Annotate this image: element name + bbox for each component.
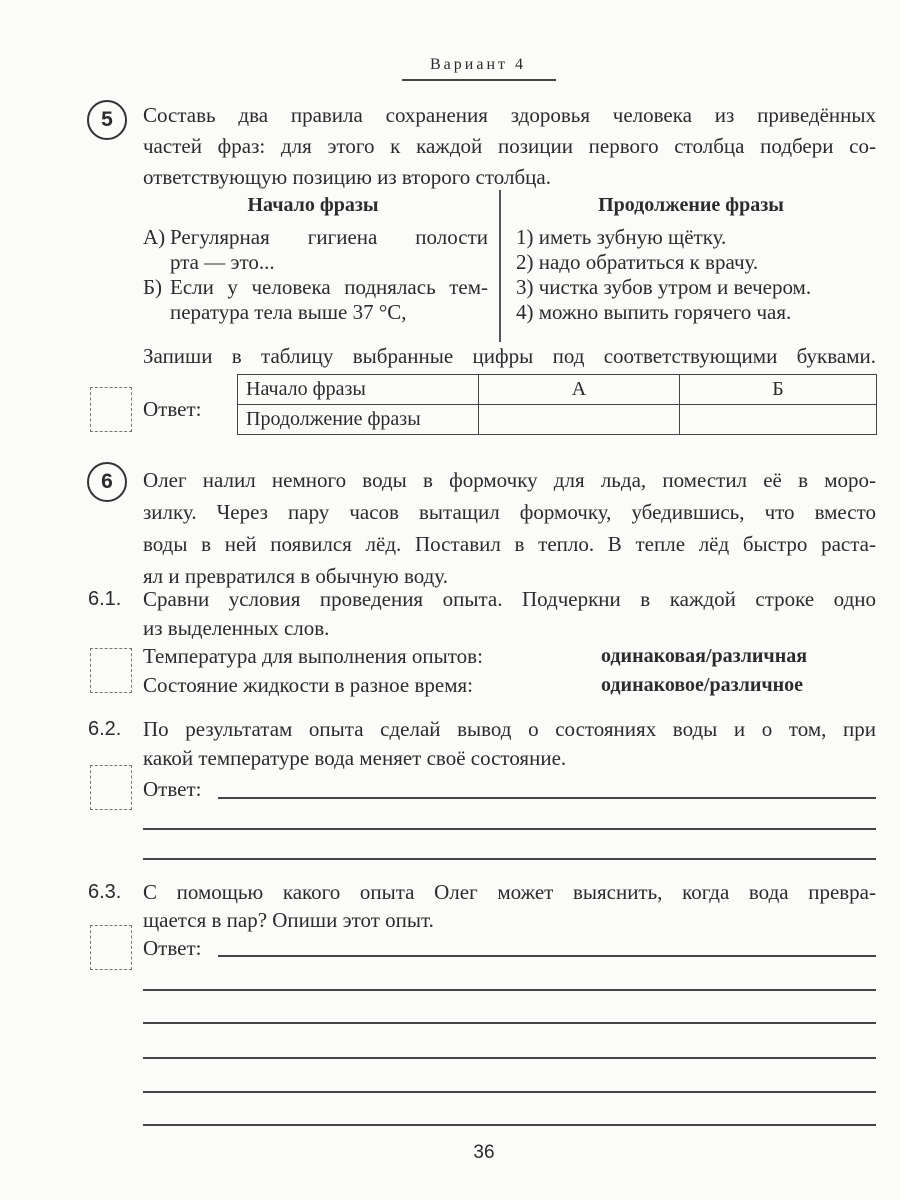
- task-5-number-badge: 5: [87, 100, 127, 140]
- score-box: [90, 765, 132, 810]
- comparison-label: Температура для выполнения опытов:: [143, 644, 483, 668]
- right-column-header: Продолжение фразы: [598, 194, 784, 216]
- variant-header: Вариант 4: [430, 56, 526, 73]
- answer-line[interactable]: [218, 797, 876, 799]
- answer-label: Ответ:: [143, 777, 202, 801]
- task-6-text-line: воды в ней появился лёд. Поставил в тепло. В тепле лёд быстро раста-: [143, 532, 876, 556]
- answer-line[interactable]: [143, 828, 876, 830]
- answer-line[interactable]: [143, 1022, 876, 1024]
- task-5-text-line: Составь два правила сохранения здоровья человека из приведённых: [143, 103, 876, 127]
- subtask-6-2-number: 6.2.: [88, 718, 122, 740]
- continuation-item-3: 3) чистка зубов утром и вечером.: [516, 275, 812, 299]
- subtask-6-3-text: щается в пар? Опиши этот опыт.: [143, 908, 434, 932]
- item-a-text: рта — это...: [170, 250, 275, 274]
- subtask-6-3-number: 6.3.: [88, 881, 122, 903]
- score-box: [90, 925, 132, 970]
- column-divider: [499, 190, 501, 342]
- subtask-6-2-text: какой температуре вода меняет своё состояние.: [143, 746, 567, 770]
- task-5-text-line: ответствующую позицию из второго столбца.: [143, 165, 551, 189]
- table-row: [238, 405, 877, 435]
- task-6-number-badge: 6: [87, 462, 127, 502]
- subtask-6-1-text: Сравни условия проведения опыта. Подчеркни в каждой строке одно: [143, 587, 876, 611]
- score-box: [90, 387, 132, 432]
- task-5-instruction: Запиши в таблицу выбранные цифры под соответствующими буквами.: [143, 344, 876, 368]
- answer-line[interactable]: [218, 955, 876, 957]
- answer-line[interactable]: [143, 1057, 876, 1059]
- answer-table: [237, 374, 877, 435]
- item-a-label: А): [143, 225, 166, 249]
- table-cell: Б: [680, 375, 877, 405]
- answer-cell-b[interactable]: [680, 405, 877, 435]
- score-box: [90, 648, 132, 693]
- continuation-item-1: 1) иметь зубную щётку.: [516, 225, 727, 249]
- subtask-6-2-text: По результатам опыта сделай вывод о состояниях воды и о том, при: [143, 717, 876, 741]
- answer-cell-a[interactable]: [479, 405, 680, 435]
- comparison-options[interactable]: одинаковая/различная: [601, 645, 808, 667]
- table-cell: Начало фразы: [238, 375, 479, 405]
- left-column-header: Начало фразы: [247, 194, 379, 216]
- table-cell: Продолжение фразы: [238, 405, 479, 435]
- answer-line[interactable]: [143, 1124, 876, 1126]
- answer-line[interactable]: [143, 989, 876, 991]
- table-row: [238, 375, 877, 405]
- answer-label: Ответ:: [143, 936, 202, 960]
- subtask-6-1-text: из выделенных слов.: [143, 616, 330, 640]
- continuation-item-4: 4) можно выпить горячего чая.: [516, 300, 792, 324]
- task-6-text-line: Олег налил немного воды в формочку для льда, поместил её в моро-: [143, 468, 876, 492]
- comparison-label: Состояние жидкости в разное время:: [143, 673, 474, 697]
- comparison-options[interactable]: одинаковое/различное: [601, 674, 804, 696]
- task-5-text-line: частей фраз: для этого к каждой позиции первого столбца подбери со-: [143, 134, 876, 158]
- item-a-text: Регулярная гигиена полости: [170, 225, 488, 249]
- page-number: 36: [473, 1142, 495, 1163]
- answer-label: Ответ:: [143, 397, 202, 421]
- subtask-6-1-number: 6.1.: [88, 588, 122, 610]
- answer-line[interactable]: [143, 858, 876, 860]
- subtask-6-3-text: С помощью какого опыта Олег может выяснить, когда вода превра-: [143, 880, 876, 904]
- answer-line[interactable]: [143, 1091, 876, 1093]
- task-6-text-line: зилку. Через пару часов вытащил формочку, убедившись, что вместо: [143, 500, 876, 524]
- item-b-label: Б): [143, 275, 163, 299]
- item-b-text: Если у человека поднялась тем-: [170, 275, 488, 299]
- table-cell: А: [479, 375, 680, 405]
- task-6-text-line: ял и превратился в обычную воду.: [143, 564, 448, 588]
- continuation-item-2: 2) надо обратиться к врачу.: [516, 250, 759, 274]
- header-underline: [402, 79, 556, 81]
- item-b-text: пература тела выше 37 °С,: [170, 300, 407, 324]
